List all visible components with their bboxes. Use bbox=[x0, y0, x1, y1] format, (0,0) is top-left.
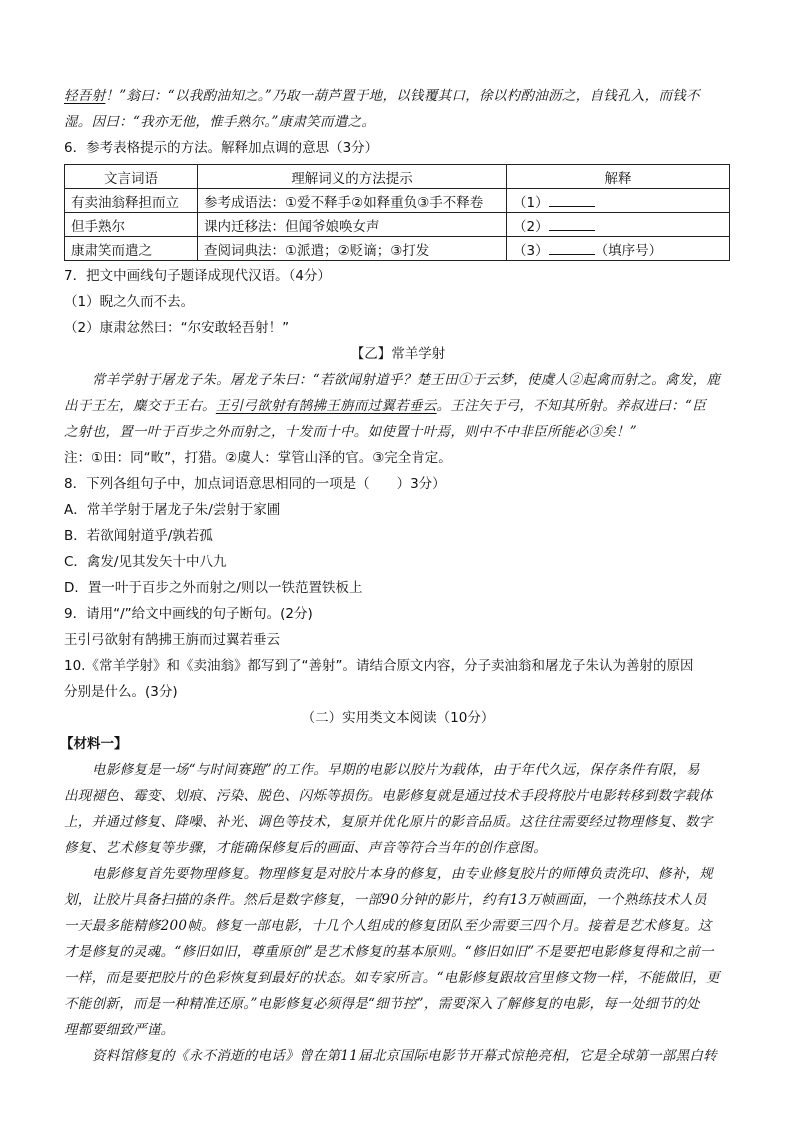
material-line: 不能创新，而是一种精准还原。”电影修复必须得是“细节控”，需要深入了解修复的电影，每一处细节的处 bbox=[64, 996, 700, 1012]
header-answer: 解释 bbox=[507, 165, 730, 189]
material-line: 电影修复首先要物理修复。物理修复是对胶片本身的修复，由专业修复胶片的师傅负责洗印、修补，规 bbox=[92, 866, 713, 882]
option-b: B．若欲闻射道乎/孰若孤 bbox=[64, 528, 213, 544]
question-10-line-1: 10.《常羊学射》和《卖油翁》都写到了“善射”。请结合原文内容，分子卖油翁和屠龙子朱认为善射的原因 bbox=[64, 658, 694, 674]
header-term: 文言词语 bbox=[65, 165, 198, 189]
question-9-stem: 9．请用“/”给文中画线的句子断句。(2分) bbox=[64, 606, 313, 622]
table-row bbox=[65, 189, 730, 213]
question-7-sub-1: （1）睨之久而不去。 bbox=[64, 294, 195, 310]
answer-cell: （1） bbox=[507, 189, 730, 213]
table-row bbox=[65, 213, 730, 237]
answer-blank[interactable] bbox=[549, 218, 595, 231]
material-line: 资料馆修复的《永不消逝的电话》曾在第11届北京国际电影节开幕式惊艳亮相，它是全球第一部黑白转 bbox=[92, 1048, 717, 1064]
term-cell: 有卖油翁释担而立 bbox=[65, 189, 198, 213]
question-10-line-2: 分别是什么。(3分) bbox=[64, 684, 178, 700]
material-line: 一样，而是要把胶片的色彩恢复到最好的状态。如专家所言。“电影修复跟故宫里修文物一样，不能做旧，更 bbox=[64, 970, 720, 986]
question-6-stem: 6．参考表格提示的方法。解释加点调的意思（3分） bbox=[64, 140, 379, 156]
passage-line-1: 轻吾射！”翁曰：“以我酌油知之。”乃取一葫芦置于地，以钱覆其口，徐以杓酌油沥之，自钱孔入，而钱不 bbox=[64, 88, 700, 104]
question-9-sentence: 王引弓欲射有鹄拂王旃而过翼若垂云 bbox=[64, 632, 280, 648]
question-7-sub-2: （2）康肃忿然曰：“尔安敢轻吾射！” bbox=[64, 320, 290, 336]
option-d: D．置一叶于百步之外而射之/则以一铁范置铁板上 bbox=[64, 580, 363, 596]
answer-cell: （3） （填序号） bbox=[507, 237, 730, 261]
method-table bbox=[64, 164, 730, 261]
passage-yi-line-1: 常羊学射于屠龙子朱。屠龙子朱曰：“若欲闻射道乎？楚王田①于云梦，使虞人②起禽而射之。禽发，鹿 bbox=[92, 372, 721, 388]
underlined-phrase: 轻吾射 bbox=[64, 88, 106, 104]
passage-yi-note: 注：①田：同“畋”，打猎。②虞人：掌管山泽的官。③完全肯定。 bbox=[64, 450, 452, 466]
table-header-row bbox=[65, 165, 730, 189]
term-cell: 但手熟尔 bbox=[65, 213, 198, 237]
option-c: C．禽发/见其发矢十中八九 bbox=[64, 554, 227, 570]
underlined-sentence: 王引弓欲射有鹄拂王旃而过翼若垂云 bbox=[215, 398, 437, 414]
material-line: 修复、艺术修复等步骤，才能确保修复后的画面、声音等符合当年的创作意图。 bbox=[64, 840, 547, 856]
answer-blank[interactable] bbox=[549, 242, 595, 255]
passage-yi-line-3: 之射也，置一叶于百步之外而射之，十发而十中。如使置十叶焉，则中不中非臣所能必③矣！” bbox=[64, 424, 637, 440]
header-method: 理解词义的方法提示 bbox=[198, 165, 507, 189]
method-cell: 课内迁移法：但闻爷娘唤女声 bbox=[198, 213, 507, 237]
method-cell: 参考成语法：①爱不释手②如释重负③手不释卷 bbox=[198, 189, 507, 213]
question-8-stem: 8．下列各组句子中，加点词语意思相同的一项是（ ）3分） bbox=[64, 476, 446, 492]
material-line: 划，让胶片具备扫描的条件。然后是数字修复，一部90分钟的影片，约有13万帧画面，一个熟练技术人员 bbox=[64, 892, 707, 908]
answer-cell: （2） bbox=[507, 213, 730, 237]
material-line: 上，并通过修复、降噪、补光、调色等技术，复原并优化原片的影音品质。这往往需要经过物理修复、数字 bbox=[64, 814, 713, 830]
material-line: 一天最多能精修200帧。修复一部电影，十几个人组成的修复团队至少需要三四个月。接着是艺术修复。这 bbox=[64, 918, 712, 934]
passage-line-2: 湿。因曰：“我亦无他，惟手熟尔。”康肃笑而遣之。 bbox=[64, 114, 376, 130]
question-7-stem: 7．把文中画线句子题译成现代汉语。（4分） bbox=[64, 268, 331, 284]
answer-blank[interactable] bbox=[549, 194, 595, 207]
method-cell: 查阅词典法：①派遣；②贬谪；③打发 bbox=[198, 237, 507, 261]
option-a: A．常羊学射于屠龙子朱/尝射于家圃 bbox=[64, 502, 281, 518]
section-2-title: （二）实用类文本阅读（10分） bbox=[301, 710, 495, 726]
material-1-heading: 【材料一】 bbox=[60, 736, 128, 752]
material-line: 电影修复是一场“与时间赛跑”的工作。早期的电影以胶片为载体，由于年代久远，保存条件有限，易 bbox=[92, 762, 700, 778]
material-line: 理都要细致严谨。 bbox=[64, 1022, 175, 1038]
term-cell: 康肃笑而遣之 bbox=[65, 237, 198, 261]
material-line: 才是修复的灵魂。“修旧如旧，尊重原创”是艺术修复的基本原则。“修旧如旧”不是要把电影修复得和之前一 bbox=[64, 944, 714, 960]
material-line: 出现褪色、霉变、划痕、污染、脱色、闪烁等损伤。电影修复就是通过技术手段将胶片电影转移到数字载体 bbox=[64, 788, 713, 804]
table-row bbox=[65, 237, 730, 261]
passage-yi-title: 【乙】常羊学射 bbox=[350, 346, 446, 362]
passage-yi-line-2: 出于王左，麋交于王右。王引弓欲射有鹄拂王旃而过翼若垂云。王注矢于弓，不知其所射。养叔进曰：“臣 bbox=[64, 398, 707, 414]
